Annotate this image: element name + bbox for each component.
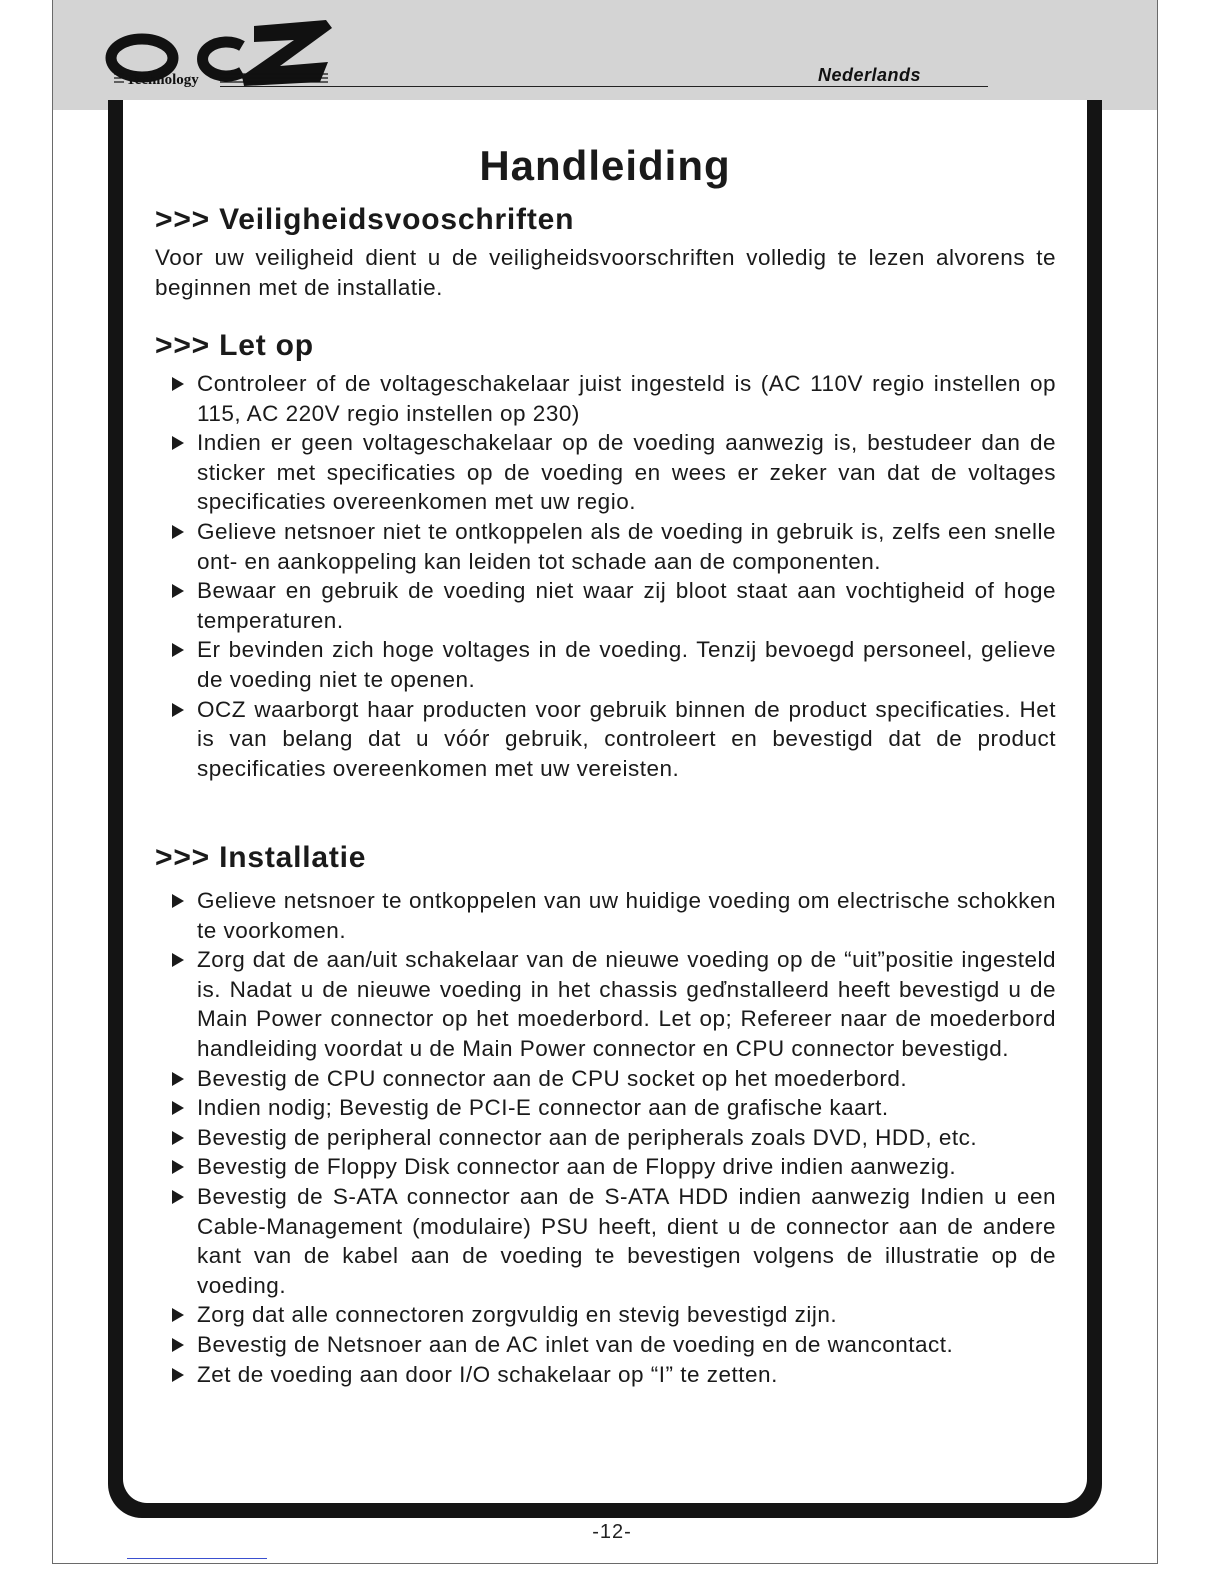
list-item-text: Bevestig de Floppy Disk connector aan de Floppy drive indien aanwezig. [197, 1154, 957, 1180]
list-item [170, 576, 1056, 635]
bullet-triangle-icon [172, 584, 184, 598]
list-item [170, 369, 1056, 428]
list-item-text: Bevestig de CPU connector aan de CPU socket op het moederbord. [197, 1065, 908, 1091]
list-item-text: Bevestig de peripheral connector aan de peripherals zoals DVD, HDD, etc. [197, 1124, 978, 1150]
list-item [170, 1064, 1056, 1094]
list-item-text: Bevestig de S-ATA connector aan de S-ATA HDD indien aanwezig Indien u een Cable-Management (modulaire) PSU heeft, dient u de connector aan de andere kant van de kabel aan de voeding te bevestigen volgens de illustratie op de voeding. [197, 1183, 1056, 1298]
list-item [170, 1093, 1056, 1123]
list-item-text: Zorg dat alle connectoren zorgvuldig en stevig bevestigd zijn. [197, 1302, 838, 1328]
bullet-triangle-icon [172, 1338, 184, 1352]
list-item [170, 945, 1056, 1063]
bullet-triangle-icon [172, 525, 184, 539]
safety-text: Voor uw veiligheid dient u de veiligheidsvoorschriften volledig te lezen alvorens te beginnen met de installatie. [155, 245, 1056, 300]
list-item [170, 517, 1056, 576]
list-item [170, 1300, 1056, 1330]
logo-subtitle: Technology [126, 72, 199, 88]
list-item [170, 695, 1056, 784]
bullet-triangle-icon [172, 1101, 184, 1115]
header-rule [220, 86, 988, 87]
list-item-text: Indien nodig; Bevestig de PCI-E connector aan de grafische kaart. [197, 1095, 889, 1121]
attention-heading: >>> Let op [155, 329, 314, 362]
list-item-text: Gelieve netsnoer niet te ontkoppelen als de voeding in gebruik is, zelfs een snelle ont- en aankoppeling kan leiden tot schade aan de componenten. [197, 518, 1056, 574]
bullet-triangle-icon [172, 436, 184, 450]
list-item-text: Gelieve netsnoer te ontkoppelen van uw huidige voeding om electrische schokken te voorkomen. [197, 888, 1056, 943]
list-item [170, 1360, 1056, 1390]
bullet-triangle-icon [172, 703, 184, 717]
list-item-text: Controleer of de voltageschakelaar juist ingesteld is (AC 110V regio instellen op 115, AC 220V regio instellen op 230) [197, 371, 1056, 426]
list-item-text: Bevestig de Netsnoer aan de AC inlet van de voeding en de wancontact. [197, 1331, 954, 1357]
page-number: -12- [592, 1521, 632, 1543]
list-item [170, 428, 1056, 517]
bullet-triangle-icon [172, 1072, 184, 1086]
list-item-text: Er bevinden zich hoge voltages in de voeding. Tenzij bevoegd personeel, gelieve de voeding niet te openen. [197, 637, 1056, 692]
safety-heading: >>> Veiligheidsvooschriften [155, 203, 575, 236]
bullet-triangle-icon [172, 1160, 184, 1174]
page-title: Handleiding [479, 142, 731, 189]
list-item [170, 1182, 1056, 1300]
ocz-technology-logo [104, 12, 336, 94]
list-item [170, 1123, 1056, 1153]
list-item [170, 635, 1056, 694]
footer-link-line [127, 1558, 267, 1559]
list-item-text: OCZ waarborgt haar producten voor gebruik binnen de product specificaties. Het is van belang dat u vóór gebruik, controleert en bevestigd dat de product specificaties overeenkomen met uw vereisten. [197, 696, 1056, 781]
bullet-triangle-icon [172, 377, 184, 391]
attention-list [170, 369, 1056, 783]
bullet-triangle-icon [172, 1368, 184, 1382]
installation-heading: >>> Installatie [155, 841, 367, 874]
list-item [170, 1152, 1056, 1182]
bullet-triangle-icon [172, 1308, 184, 1322]
list-item-text: Zet de voeding aan door I/O schakelaar op “I” te zetten. [197, 1361, 778, 1387]
installation-list [170, 886, 1056, 1389]
language-label: Nederlands [818, 65, 922, 85]
bullet-triangle-icon [172, 953, 184, 967]
list-item-text: Indien er geen voltageschakelaar op de voeding aanwezig is, bestudeer dan de sticker met specificaties op de voeding en wees er zeker van dat de voltages specificaties overeenkomen met uw regio. [197, 430, 1056, 515]
bullet-triangle-icon [172, 1131, 184, 1145]
list-item [170, 886, 1056, 945]
bullet-triangle-icon [172, 643, 184, 657]
list-item-text: Zorg dat de aan/uit schakelaar van de nieuwe voeding op de “uit”positie ingesteld is. Nadat u de nieuwe voeding in het chassis geďnstalleerd heeft bevestigd u de Main Power connector op het moederbord. Let op; Refereer naar de moederbord handleiding voordat u de Main Power connector en CPU connector bevestigd. [197, 947, 1056, 1061]
bullet-triangle-icon [172, 1190, 184, 1204]
list-item [170, 1330, 1056, 1360]
bullet-triangle-icon [172, 894, 184, 908]
list-item-text: Bewaar en gebruik de voeding niet waar zij bloot staat aan vochtigheid of hoge temperaturen. [197, 578, 1056, 633]
